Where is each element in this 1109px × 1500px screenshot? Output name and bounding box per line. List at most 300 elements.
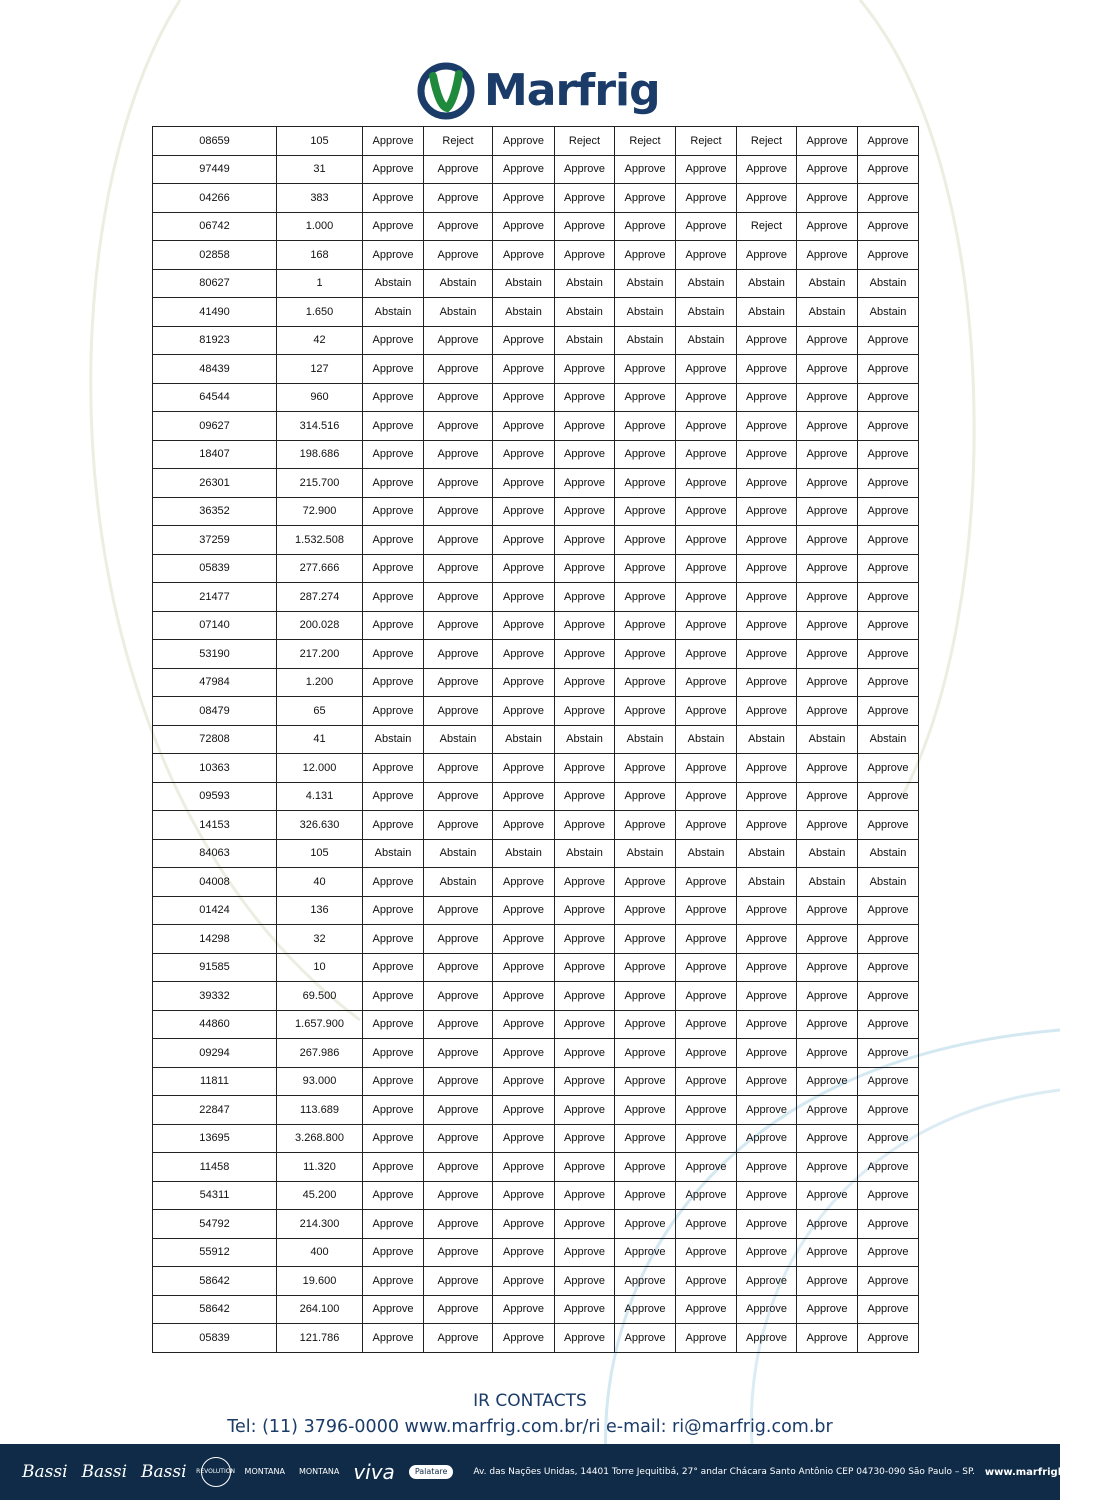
share-count-cell: 277.666 <box>277 554 363 583</box>
vote-cell: Approve <box>797 811 858 840</box>
table-row <box>153 868 919 897</box>
vote-cell: Approve <box>493 326 555 355</box>
share-count-cell: 4.131 <box>277 782 363 811</box>
share-count-cell: 72.900 <box>277 497 363 526</box>
vote-cell: Approve <box>858 982 919 1011</box>
vote-cell: Approve <box>737 1324 797 1353</box>
shareholder-id-cell: 72808 <box>153 725 277 754</box>
vote-cell: Approve <box>797 896 858 925</box>
vote-cell: Approve <box>493 241 555 270</box>
vote-cell: Approve <box>797 526 858 555</box>
vote-cell: Approve <box>424 440 493 469</box>
vote-cell: Abstain <box>615 839 676 868</box>
vote-cell: Approve <box>615 1039 676 1068</box>
shareholder-id-cell: 05839 <box>153 1324 277 1353</box>
table-row <box>153 1210 919 1239</box>
vote-cell: Approve <box>737 326 797 355</box>
vote-cell: Abstain <box>676 269 737 298</box>
table-row <box>153 554 919 583</box>
vote-cell: Approve <box>676 1039 737 1068</box>
vote-cell: Approve <box>424 469 493 498</box>
vote-cell: Approve <box>555 868 615 897</box>
vote-cell: Approve <box>737 1010 797 1039</box>
table-row <box>153 326 919 355</box>
vote-cell: Approve <box>555 697 615 726</box>
vote-cell: Approve <box>797 1210 858 1239</box>
vote-cell: Approve <box>555 1210 615 1239</box>
table-row <box>153 1295 919 1324</box>
vote-cell: Approve <box>424 326 493 355</box>
vote-cell: Approve <box>797 982 858 1011</box>
vote-cell: Approve <box>737 782 797 811</box>
vote-cell: Approve <box>493 640 555 669</box>
shareholder-id-cell: 11458 <box>153 1153 277 1182</box>
vote-cell: Approve <box>555 611 615 640</box>
vote-cell: Approve <box>737 982 797 1011</box>
share-count-cell: 217.200 <box>277 640 363 669</box>
shareholder-id-cell: 44860 <box>153 1010 277 1039</box>
vote-cell: Approve <box>493 668 555 697</box>
vote-cell: Approve <box>493 440 555 469</box>
table-row <box>153 953 919 982</box>
vote-cell: Approve <box>363 1324 424 1353</box>
vote-cell: Abstain <box>555 839 615 868</box>
vote-cell: Approve <box>858 1039 919 1068</box>
shareholder-id-cell: 11811 <box>153 1067 277 1096</box>
vote-cell: Approve <box>424 925 493 954</box>
vote-cell: Approve <box>615 868 676 897</box>
vote-cell: Abstain <box>797 839 858 868</box>
vote-cell: Approve <box>737 1153 797 1182</box>
vote-cell: Approve <box>858 697 919 726</box>
shareholder-id-cell: 02858 <box>153 241 277 270</box>
vote-cell: Approve <box>737 583 797 612</box>
vote-cell: Approve <box>858 412 919 441</box>
footer-website-link[interactable]: www.marfrigbeef.com <box>984 1466 1109 1478</box>
share-count-cell: 314.516 <box>277 412 363 441</box>
table-row <box>153 839 919 868</box>
vote-cell: Approve <box>363 1010 424 1039</box>
vote-cell: Approve <box>676 383 737 412</box>
vote-cell: Approve <box>615 1267 676 1296</box>
vote-cell: Approve <box>676 1324 737 1353</box>
vote-cell: Approve <box>676 554 737 583</box>
share-count-cell: 267.986 <box>277 1039 363 1068</box>
vote-cell: Approve <box>363 1295 424 1324</box>
vote-cell: Approve <box>555 412 615 441</box>
vote-cell: Approve <box>615 1153 676 1182</box>
share-count-cell: 383 <box>277 184 363 213</box>
table-row <box>153 1010 919 1039</box>
vote-cell: Abstain <box>555 326 615 355</box>
shareholder-id-cell: 04008 <box>153 868 277 897</box>
table-row <box>153 412 919 441</box>
share-count-cell: 12.000 <box>277 754 363 783</box>
vote-cell: Approve <box>676 1096 737 1125</box>
vote-cell: Approve <box>797 440 858 469</box>
vote-cell: Approve <box>493 1324 555 1353</box>
vote-cell: Approve <box>363 697 424 726</box>
vote-cell: Approve <box>424 497 493 526</box>
vote-cell: Approve <box>555 1295 615 1324</box>
vote-cell: Abstain <box>493 725 555 754</box>
vote-cell: Approve <box>737 640 797 669</box>
vote-cell: Approve <box>676 754 737 783</box>
vote-cell: Approve <box>615 212 676 241</box>
vote-cell: Approve <box>555 1124 615 1153</box>
vote-cell: Approve <box>363 440 424 469</box>
vote-cell: Approve <box>737 1210 797 1239</box>
share-count-cell: 1 <box>277 269 363 298</box>
vote-cell: Approve <box>858 127 919 156</box>
vote-cell: Approve <box>493 1181 555 1210</box>
vote-cell: Approve <box>615 1181 676 1210</box>
shareholder-id-cell: 09294 <box>153 1039 277 1068</box>
bassi-stars-logo: Bassi <box>22 1461 68 1482</box>
vote-cell: Approve <box>615 1010 676 1039</box>
shareholder-id-cell: 58642 <box>153 1267 277 1296</box>
vote-cell: Approve <box>615 782 676 811</box>
vote-cell: Abstain <box>858 868 919 897</box>
vote-cell: Approve <box>797 782 858 811</box>
vote-cell: Approve <box>737 440 797 469</box>
shareholder-id-cell: 37259 <box>153 526 277 555</box>
shareholder-id-cell: 54792 <box>153 1210 277 1239</box>
shareholder-id-cell: 55912 <box>153 1238 277 1267</box>
vote-cell: Approve <box>424 241 493 270</box>
table-row <box>153 440 919 469</box>
vote-cell: Approve <box>797 583 858 612</box>
vote-cell: Abstain <box>858 298 919 327</box>
table-row <box>153 925 919 954</box>
vote-cell: Abstain <box>555 725 615 754</box>
vote-cell: Approve <box>424 526 493 555</box>
vote-cell: Abstain <box>858 725 919 754</box>
vote-cell: Approve <box>797 1267 858 1296</box>
vote-cell: Approve <box>424 1238 493 1267</box>
shareholder-id-cell: 91585 <box>153 953 277 982</box>
vote-cell: Approve <box>363 1096 424 1125</box>
vote-cell: Approve <box>676 782 737 811</box>
shareholder-id-cell: 10363 <box>153 754 277 783</box>
vote-cell: Approve <box>737 1238 797 1267</box>
vote-cell: Abstain <box>424 868 493 897</box>
vote-cell: Approve <box>424 982 493 1011</box>
vote-cell: Approve <box>858 668 919 697</box>
vote-cell: Approve <box>737 1039 797 1068</box>
vote-cell: Approve <box>797 1153 858 1182</box>
vote-cell: Approve <box>363 1210 424 1239</box>
share-count-cell: 42 <box>277 326 363 355</box>
vote-cell: Approve <box>676 925 737 954</box>
share-count-cell: 200.028 <box>277 611 363 640</box>
vote-cell: Approve <box>858 469 919 498</box>
vote-cell: Approve <box>555 1096 615 1125</box>
vote-cell: Approve <box>737 896 797 925</box>
vote-cell: Approve <box>615 1295 676 1324</box>
shareholder-id-cell: 53190 <box>153 640 277 669</box>
share-count-cell: 10 <box>277 953 363 982</box>
vote-cell: Approve <box>555 526 615 555</box>
vote-cell: Approve <box>555 1153 615 1182</box>
vote-cell: Approve <box>615 1067 676 1096</box>
vote-cell: Abstain <box>737 269 797 298</box>
palatare-logo: Palatare <box>409 1465 454 1479</box>
vote-cell: Approve <box>363 497 424 526</box>
vote-cell: Approve <box>676 1210 737 1239</box>
revolution-logo: REVOLUTION <box>201 1457 231 1487</box>
vote-cell: Approve <box>858 1210 919 1239</box>
vote-cell: Abstain <box>737 725 797 754</box>
vote-cell: Approve <box>737 155 797 184</box>
vote-cell: Approve <box>363 355 424 384</box>
vote-cell: Reject <box>737 212 797 241</box>
table-row <box>153 583 919 612</box>
vote-cell: Approve <box>797 383 858 412</box>
shareholder-id-cell: 07140 <box>153 611 277 640</box>
share-count-cell: 168 <box>277 241 363 270</box>
shareholder-id-cell: 81923 <box>153 326 277 355</box>
vote-cell: Approve <box>363 526 424 555</box>
vote-cell: Approve <box>676 868 737 897</box>
shareholder-id-cell: 04266 <box>153 184 277 213</box>
vote-cell: Approve <box>676 241 737 270</box>
table-row <box>153 184 919 213</box>
vote-cell: Approve <box>676 583 737 612</box>
vote-cell: Approve <box>493 1295 555 1324</box>
vote-cell: Approve <box>363 554 424 583</box>
vote-cell: Approve <box>797 412 858 441</box>
vote-cell: Approve <box>363 212 424 241</box>
vote-cell: Approve <box>424 697 493 726</box>
vote-cell: Abstain <box>555 298 615 327</box>
vote-cell: Approve <box>858 1153 919 1182</box>
vote-cell: Approve <box>424 184 493 213</box>
vote-cell: Approve <box>797 127 858 156</box>
vote-cell: Approve <box>615 497 676 526</box>
vote-cell: Approve <box>615 896 676 925</box>
vote-cell: Approve <box>363 241 424 270</box>
table-row <box>153 526 919 555</box>
vote-cell: Approve <box>555 782 615 811</box>
vote-cell: Approve <box>424 583 493 612</box>
share-count-cell: 93.000 <box>277 1067 363 1096</box>
vote-cell: Approve <box>797 611 858 640</box>
vote-cell: Approve <box>797 1238 858 1267</box>
vote-cell: Approve <box>363 127 424 156</box>
vote-cell: Approve <box>797 155 858 184</box>
vote-cell: Approve <box>615 982 676 1011</box>
vote-cell: Abstain <box>363 725 424 754</box>
shareholder-id-cell: 08659 <box>153 127 277 156</box>
vote-cell: Approve <box>797 953 858 982</box>
share-count-cell: 105 <box>277 127 363 156</box>
vote-cell: Approve <box>676 1067 737 1096</box>
vote-cell: Abstain <box>858 839 919 868</box>
vote-cell: Approve <box>555 811 615 840</box>
vote-cell: Approve <box>676 412 737 441</box>
vote-cell: Approve <box>493 1267 555 1296</box>
table-row <box>153 640 919 669</box>
vote-cell: Approve <box>424 1267 493 1296</box>
vote-cell: Abstain <box>363 298 424 327</box>
vote-cell: Approve <box>615 383 676 412</box>
vote-cell: Abstain <box>424 839 493 868</box>
vote-cell: Approve <box>555 640 615 669</box>
vote-cell: Approve <box>737 412 797 441</box>
vote-cell: Approve <box>555 1181 615 1210</box>
table-row <box>153 155 919 184</box>
shareholder-id-cell: 18407 <box>153 440 277 469</box>
shareholder-id-cell: 22847 <box>153 1096 277 1125</box>
ir-contacts-title: IR CONTACTS <box>473 1391 587 1411</box>
table-row <box>153 383 919 412</box>
vote-cell: Approve <box>615 1238 676 1267</box>
vote-cell: Approve <box>797 1096 858 1125</box>
vote-cell: Approve <box>676 953 737 982</box>
vote-cell: Approve <box>615 469 676 498</box>
vote-cell: Approve <box>797 326 858 355</box>
vote-cell: Approve <box>424 953 493 982</box>
vote-cell: Approve <box>493 1039 555 1068</box>
vote-cell: Approve <box>424 1010 493 1039</box>
vote-cell: Approve <box>797 668 858 697</box>
vote-cell: Approve <box>858 1096 919 1125</box>
montana-logo: MONTANA <box>298 1467 340 1476</box>
vote-cell: Approve <box>363 668 424 697</box>
vote-cell: Approve <box>493 184 555 213</box>
vote-cell: Approve <box>493 754 555 783</box>
vote-cell: Approve <box>858 896 919 925</box>
table-row <box>153 697 919 726</box>
vote-cell: Approve <box>493 1096 555 1125</box>
vote-cell: Approve <box>555 1324 615 1353</box>
viva-logo: viva <box>353 1460 395 1484</box>
vote-cell: Approve <box>363 1181 424 1210</box>
shareholder-id-cell: 97449 <box>153 155 277 184</box>
vote-cell: Approve <box>615 640 676 669</box>
vote-cell: Approve <box>858 611 919 640</box>
vote-cell: Approve <box>858 1124 919 1153</box>
vote-cell: Approve <box>363 326 424 355</box>
table-row <box>153 811 919 840</box>
vote-cell: Approve <box>737 526 797 555</box>
vote-cell: Approve <box>493 212 555 241</box>
share-count-cell: 287.274 <box>277 583 363 612</box>
vote-cell: Approve <box>363 982 424 1011</box>
vote-cell: Approve <box>363 1153 424 1182</box>
vote-cell: Approve <box>493 611 555 640</box>
vote-cell: Approve <box>737 184 797 213</box>
table-row <box>153 982 919 1011</box>
vote-cell: Approve <box>555 1267 615 1296</box>
vote-cell: Approve <box>615 925 676 954</box>
vote-cell: Approve <box>424 811 493 840</box>
vote-cell: Approve <box>555 355 615 384</box>
vote-cell: Approve <box>676 1295 737 1324</box>
vote-cell: Approve <box>424 1096 493 1125</box>
vote-cell: Approve <box>493 127 555 156</box>
vote-cell: Approve <box>615 1096 676 1125</box>
share-count-cell: 1.532.508 <box>277 526 363 555</box>
brand-name: Marfrig <box>484 65 660 116</box>
vote-cell: Approve <box>615 1124 676 1153</box>
share-count-cell: 1.000 <box>277 212 363 241</box>
vote-cell: Abstain <box>424 298 493 327</box>
vote-cell: Approve <box>737 1067 797 1096</box>
vote-cell: Approve <box>493 868 555 897</box>
share-count-cell: 121.786 <box>277 1324 363 1353</box>
vote-cell: Approve <box>797 1324 858 1353</box>
vote-cell: Approve <box>737 554 797 583</box>
vote-cell: Approve <box>363 868 424 897</box>
vote-cell: Approve <box>676 697 737 726</box>
share-count-cell: 198.686 <box>277 440 363 469</box>
shareholder-id-cell: 54311 <box>153 1181 277 1210</box>
vote-cell: Approve <box>493 811 555 840</box>
vote-cell: Approve <box>615 1210 676 1239</box>
vote-cell: Approve <box>858 1295 919 1324</box>
table-row <box>153 725 919 754</box>
bassi-logo: Bassi <box>141 1461 187 1482</box>
vote-cell: Abstain <box>676 839 737 868</box>
vote-cell: Approve <box>676 497 737 526</box>
shareholder-id-cell: 36352 <box>153 497 277 526</box>
vote-cell: Approve <box>737 668 797 697</box>
vote-cell: Approve <box>797 469 858 498</box>
vote-cell: Approve <box>737 1295 797 1324</box>
shareholder-id-cell: 14298 <box>153 925 277 954</box>
montana-steakhouse-logo: MONTANA <box>244 1467 285 1476</box>
vote-cell: Approve <box>676 1153 737 1182</box>
shareholder-id-cell: 09627 <box>153 412 277 441</box>
vote-cell: Approve <box>858 1010 919 1039</box>
vote-cell: Approve <box>858 583 919 612</box>
vote-cell: Approve <box>363 412 424 441</box>
vote-cell: Approve <box>858 155 919 184</box>
share-count-cell: 41 <box>277 725 363 754</box>
vote-cell: Approve <box>424 611 493 640</box>
vote-cell: Approve <box>737 383 797 412</box>
vote-cell: Approve <box>737 811 797 840</box>
vote-cell: Approve <box>493 1124 555 1153</box>
shareholder-id-cell: 01424 <box>153 896 277 925</box>
vote-cell: Approve <box>424 383 493 412</box>
vote-cell: Approve <box>676 1124 737 1153</box>
vote-cell: Approve <box>493 953 555 982</box>
share-count-cell: 32 <box>277 925 363 954</box>
vote-cell: Reject <box>424 127 493 156</box>
share-count-cell: 215.700 <box>277 469 363 498</box>
vote-cell: Approve <box>858 241 919 270</box>
vote-cell: Approve <box>555 1039 615 1068</box>
vote-cell: Approve <box>493 1067 555 1096</box>
vote-cell: Approve <box>555 383 615 412</box>
vote-cell: Approve <box>493 383 555 412</box>
vote-cell: Approve <box>424 1210 493 1239</box>
vote-cell: Abstain <box>424 725 493 754</box>
shareholder-id-cell: 48439 <box>153 355 277 384</box>
vote-cell: Approve <box>363 1067 424 1096</box>
vote-cell: Approve <box>737 1267 797 1296</box>
share-count-cell: 264.100 <box>277 1295 363 1324</box>
marfrig-logo <box>416 58 660 124</box>
vote-cell: Approve <box>615 668 676 697</box>
vote-cell: Approve <box>737 469 797 498</box>
vote-cell: Approve <box>615 241 676 270</box>
vote-cell: Approve <box>363 811 424 840</box>
vote-cell: Approve <box>555 583 615 612</box>
